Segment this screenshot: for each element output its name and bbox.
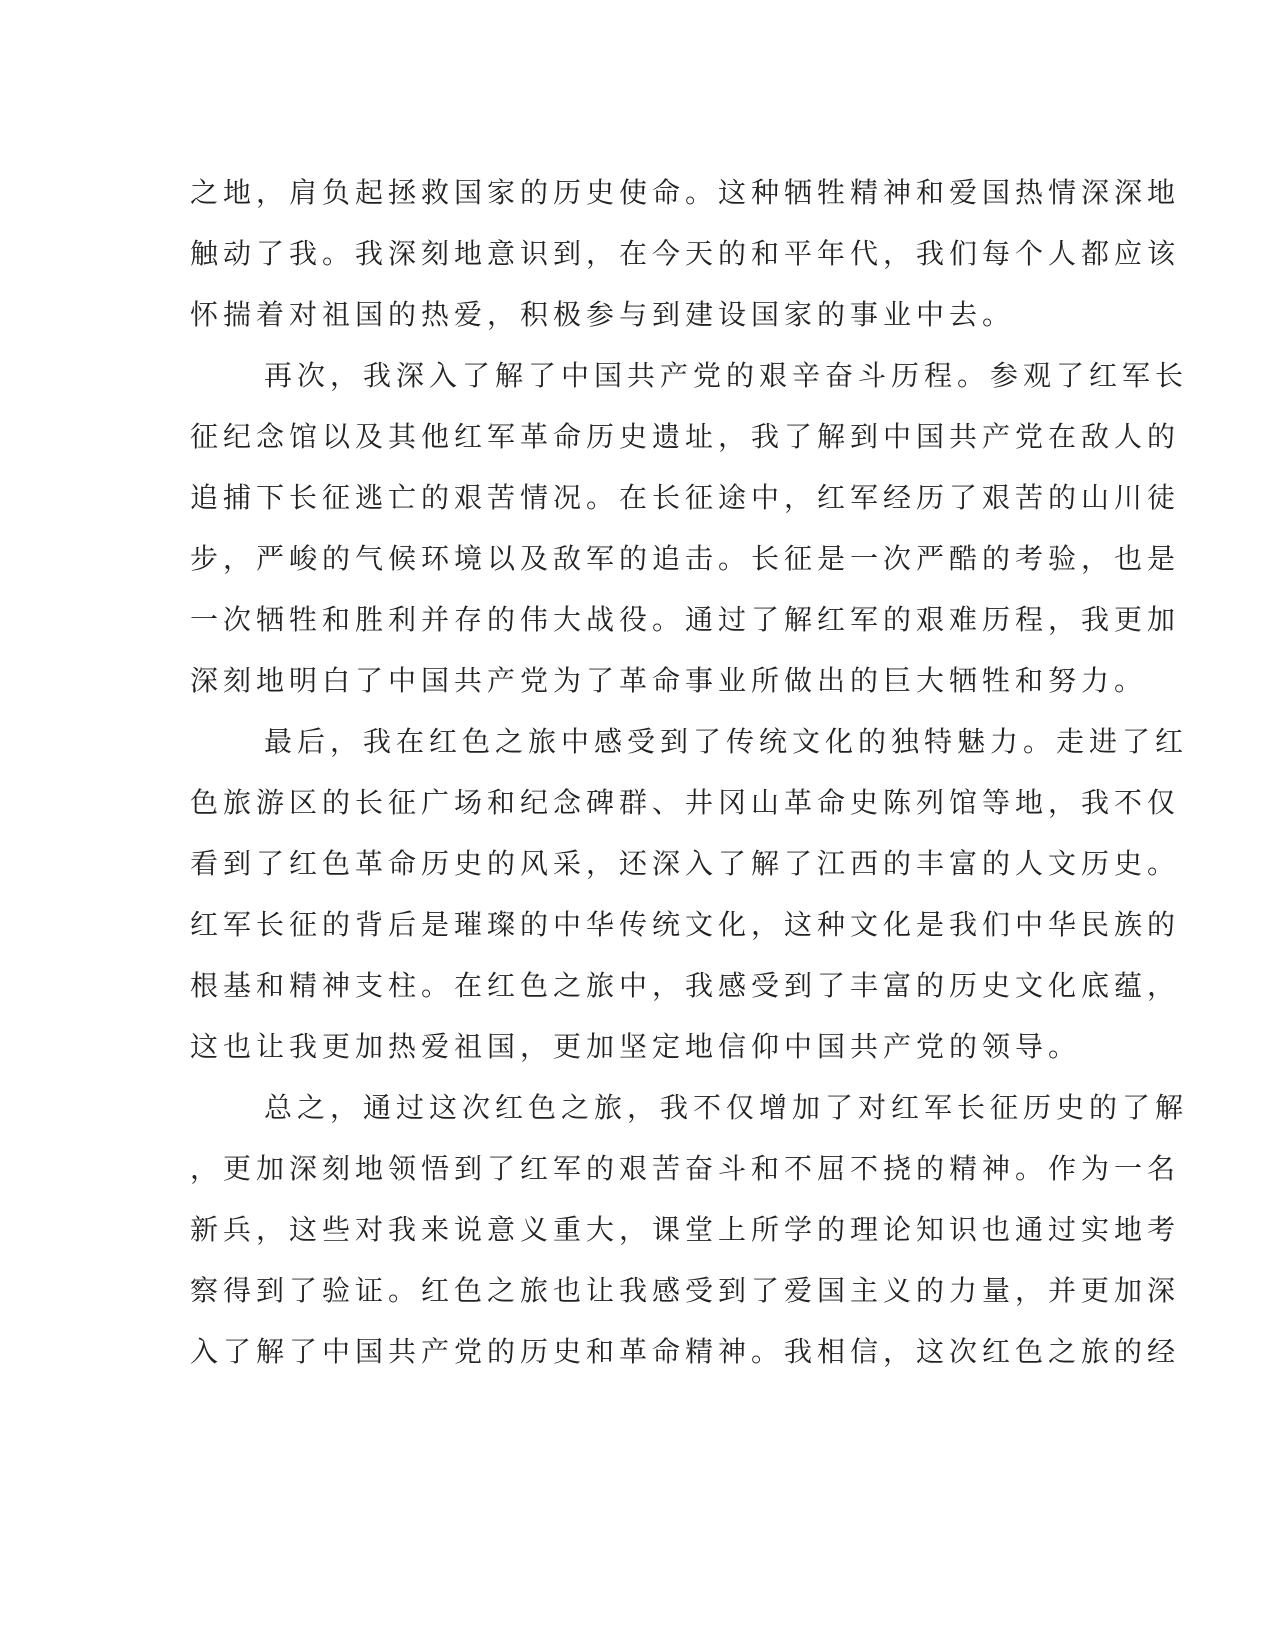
text-line: 新兵，这些对我来说意义重大，课堂上所学的理论知识也通过实地考 bbox=[190, 1213, 1181, 1246]
text-line: 看到了红色革命历史的风采，还深入了解了江西的丰富的人文历史。 bbox=[190, 847, 1181, 880]
text-line: 这也让我更加热爱祖国，更加坚定地信仰中国共产党的领导。 bbox=[190, 1030, 1082, 1063]
text-line: 一次牺牲和胜利并存的伟大战役。通过了解红军的艰难历程，我更加 bbox=[190, 603, 1181, 636]
text-line: 察得到了验证。红色之旅也让我感受到了爱国主义的力量，并更加深 bbox=[190, 1274, 1181, 1307]
text-line: 深刻地明白了中国共产党为了革命事业所做出的巨大牺牲和努力。 bbox=[190, 664, 1148, 697]
text-line-first: 总之，通过这次红色之旅，我不仅增加了对红军长征历史的了解 bbox=[264, 1091, 1189, 1124]
text-line: 入了解了中国共产党的历史和革命精神。我相信，这次红色之旅的经 bbox=[190, 1335, 1181, 1368]
text-line: 追捕下长征逃亡的艰苦情况。在长征途中，红军经历了艰苦的山川徒 bbox=[190, 481, 1181, 514]
text-line-first: 再次，我深入了解了中国共产党的艰辛奋斗历程。参观了红军长 bbox=[264, 359, 1189, 392]
document-body bbox=[190, 162, 1189, 1382]
paragraph bbox=[190, 1077, 1189, 1382]
text-line: 色旅游区的长征广场和纪念碑群、井冈山革命史陈列馆等地，我不仅 bbox=[190, 786, 1181, 819]
text-line: ，更加深刻地领悟到了红军的艰苦奋斗和不屈不挠的精神。作为一名 bbox=[190, 1152, 1181, 1185]
paragraph bbox=[190, 711, 1189, 1077]
text-line: 之地，肩负起拯救国家的历史使命。这种牺牲精神和爱国热情深深地 bbox=[190, 176, 1181, 209]
text-line: 步，严峻的气候环境以及敌军的追击。长征是一次严酷的考验，也是 bbox=[190, 542, 1181, 575]
paragraph bbox=[190, 162, 1181, 345]
text-line: 怀揣着对祖国的热爱，积极参与到建设国家的事业中去。 bbox=[190, 298, 1016, 331]
text-line: 触动了我。我深刻地意识到，在今天的和平年代，我们每个人都应该 bbox=[190, 237, 1181, 270]
text-line: 征纪念馆以及其他红军革命历史遗址，我了解到中国共产党在敌人的 bbox=[190, 420, 1181, 453]
text-line: 根基和精神支柱。在红色之旅中，我感受到了丰富的历史文化底蕴， bbox=[190, 969, 1181, 1002]
text-line-first: 最后，我在红色之旅中感受到了传统文化的独特魅力。走进了红 bbox=[264, 725, 1189, 758]
paragraph bbox=[190, 345, 1189, 711]
text-line: 红军长征的背后是璀璨的中华传统文化，这种文化是我们中华民族的 bbox=[190, 908, 1181, 941]
